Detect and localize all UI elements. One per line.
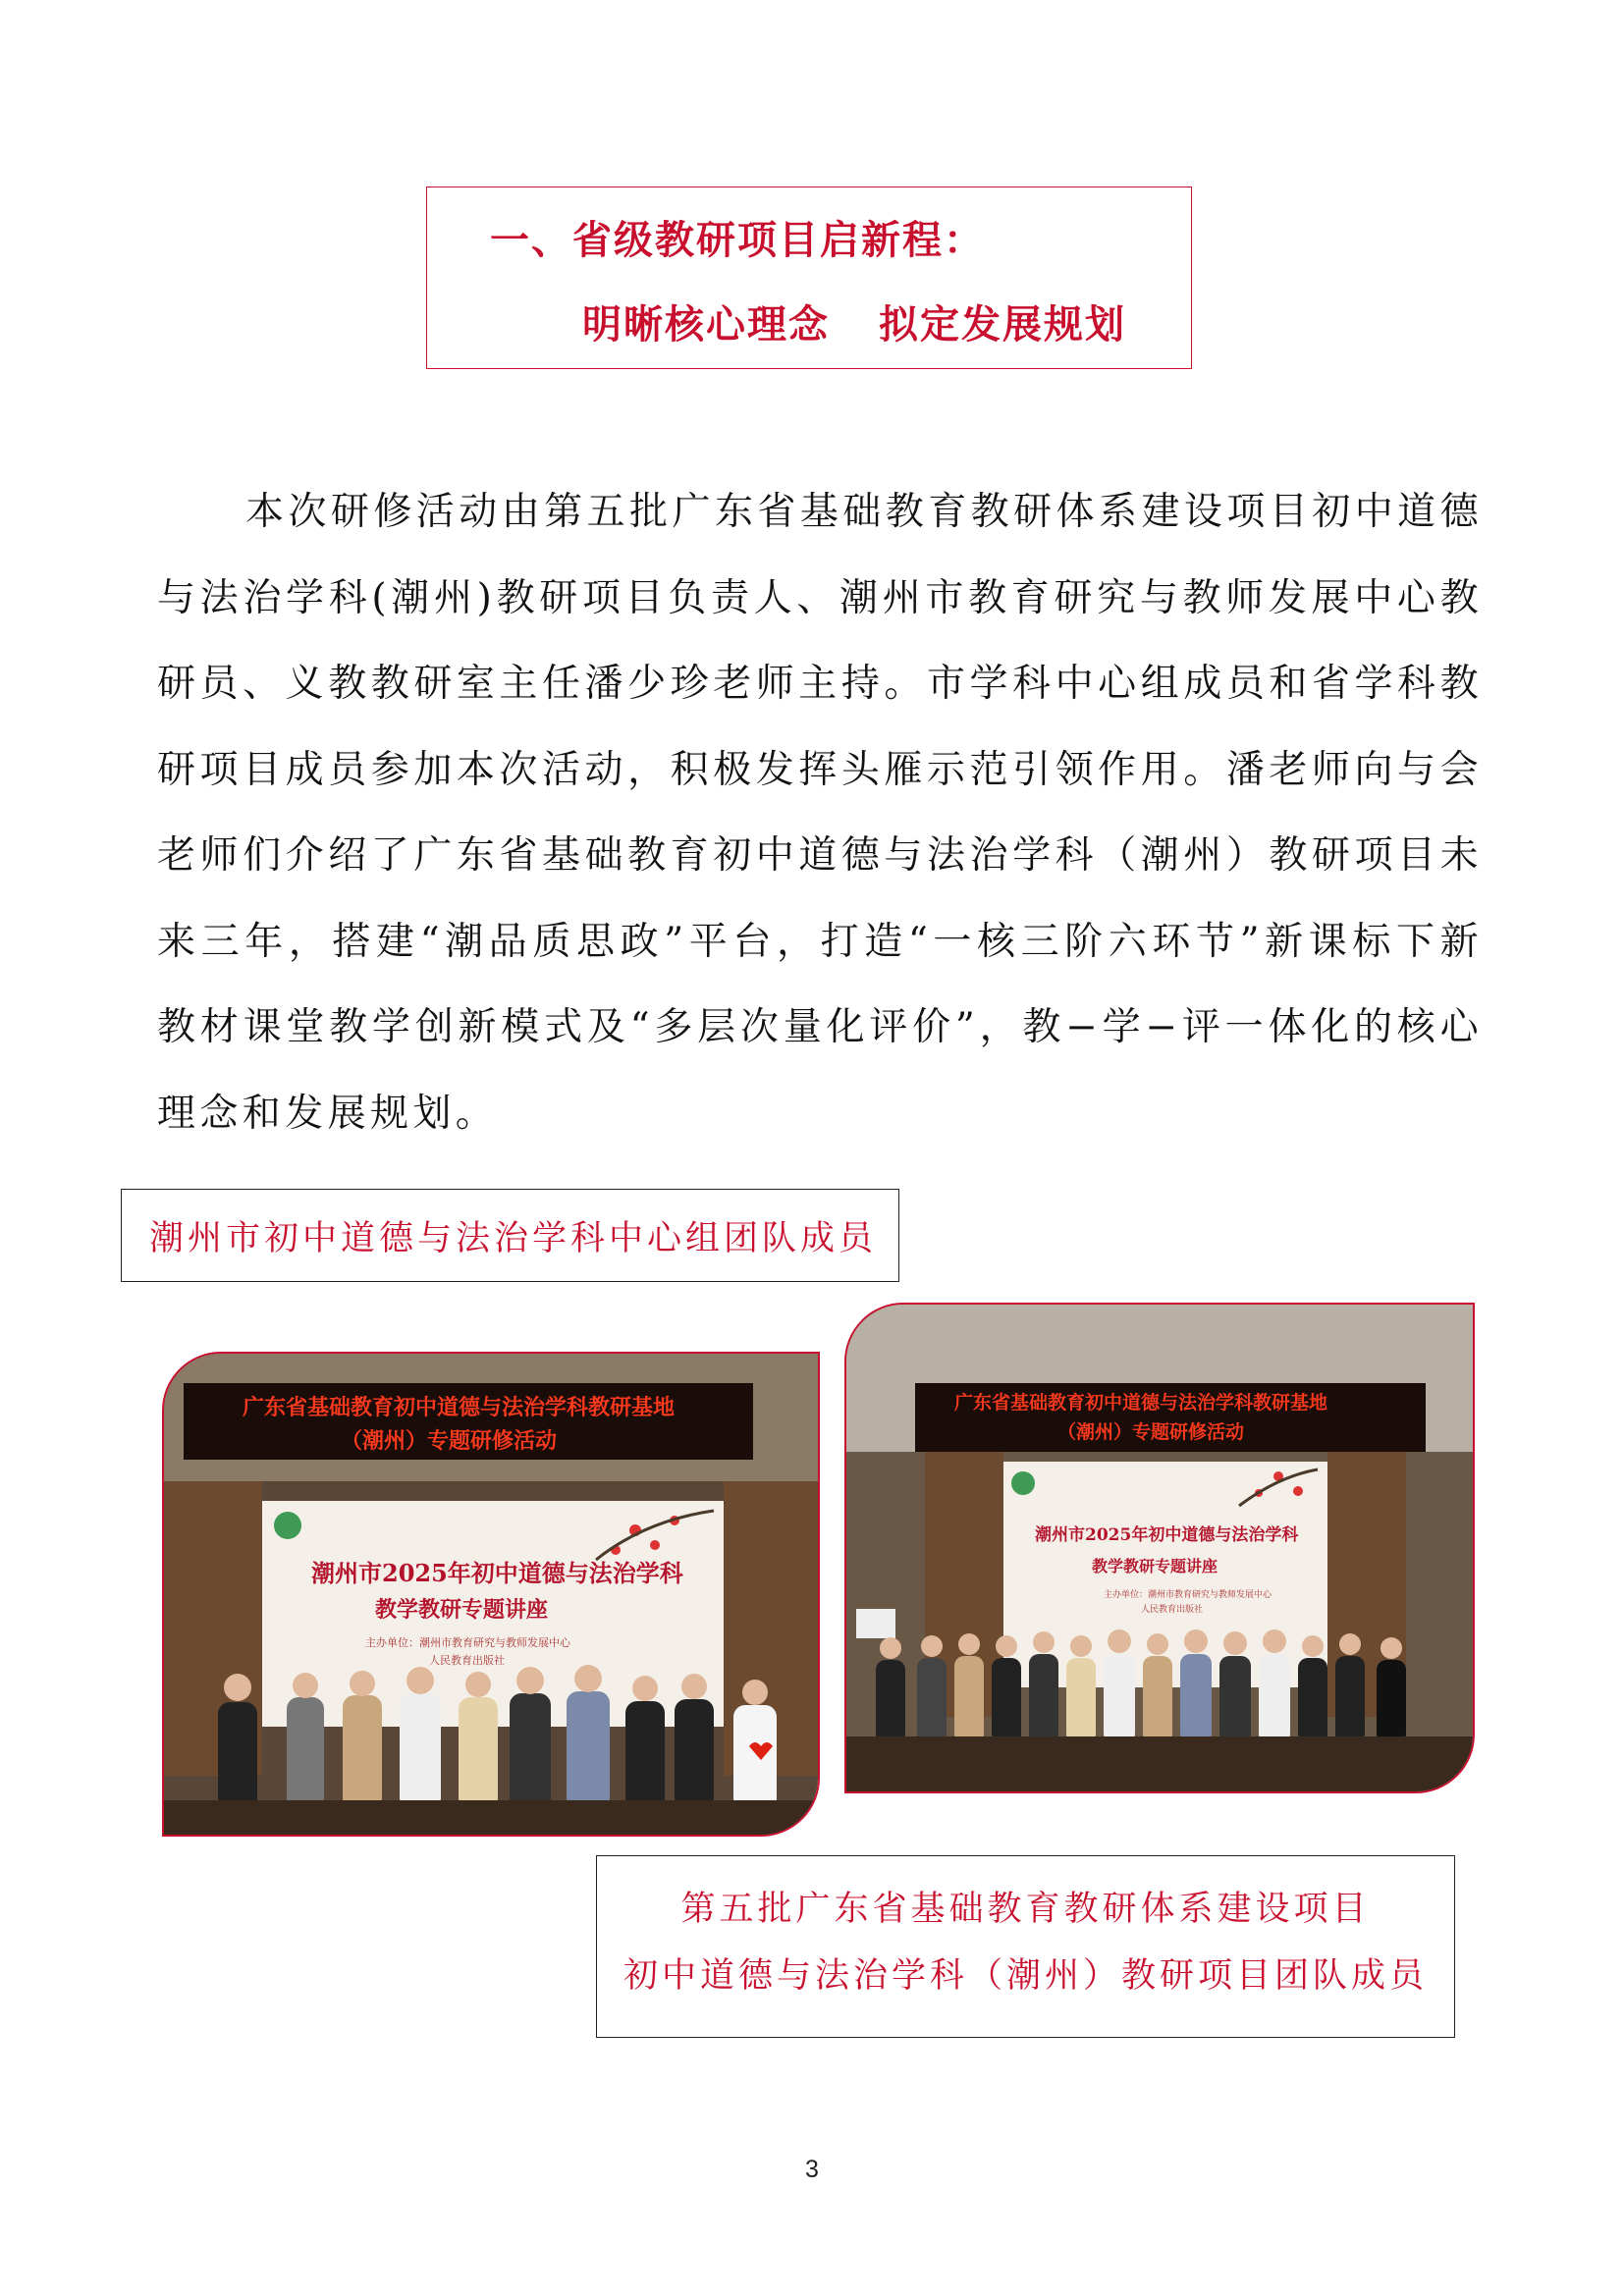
section-heading-box xyxy=(426,187,1192,369)
heading-line2-part1: 明晰核心理念 xyxy=(582,301,830,347)
section-heading-line2 xyxy=(582,294,1126,349)
photo1-banner-line2: （潮州）专题研修活动 xyxy=(341,1429,558,1454)
photo1-screen-org2: 人民教育出版社 xyxy=(429,1654,505,1667)
photo2-screen-title: 潮州市2025年初中道德与法治学科 xyxy=(1035,1525,1299,1545)
photo1-banner-line1: 广东省基础教育初中道德与法治学科教研基地 xyxy=(243,1396,676,1420)
photo1-screen-org1: 主办单位：潮州市教育研究与教师发展中心 xyxy=(365,1636,570,1649)
photo2-banner-line1: 广东省基础教育初中道德与法治学科教研基地 xyxy=(954,1392,1328,1414)
page-number: 3 xyxy=(805,2156,819,2183)
photo2-banner-line2: （潮州）专题研修活动 xyxy=(1057,1421,1245,1443)
photo2-screen-org2: 人民教育出版社 xyxy=(1141,1605,1204,1615)
heading-line2-part2: 拟定发展规划 xyxy=(879,301,1126,347)
caption-province-team-line2: 初中道德与法治学科（潮州）教研项目团队成员 xyxy=(623,1956,1428,1996)
section-heading-line1: 一、省级教研项目启新程： xyxy=(490,217,985,263)
caption-province-team-line1: 第五批广东省基础教育教研体系建设项目 xyxy=(680,1890,1371,1929)
caption-province-team xyxy=(596,1855,1455,2038)
body-paragraph: 本次研修活动由第五批广东省基础教育教研体系建设项目初中道德与法治学科(潮州)教研项目负责人、潮州市教育研究与教师发展中心教研员、义教教研室主任潘少珍老师主持。市学科中心组成员和省学科教研项目成员参加本次活动，积极发挥头雁示范引领作用。潘老师向与会老师们介绍了广东省基础教育初中道德与法治学科（潮州）教研项目未来三年，搭建“潮品质思政”平台，打造“一核三阶六环节”新课标下新教材课堂教学创新模式及“多层次量化评价”，教−学−评一体化的核心理念和发展规划。 xyxy=(157,490,1483,1136)
photo2-screen-org1: 主办单位：潮州市教育研究与教师发展中心 xyxy=(1104,1590,1272,1600)
photo2-screen-subtitle: 教学教研专题讲座 xyxy=(1092,1557,1218,1575)
group-photo-city-team xyxy=(162,1352,820,1837)
photo1-screen-title: 潮州市2025年初中道德与法治学科 xyxy=(311,1559,683,1587)
caption-city-team: 潮州市初中道德与法治学科中心组团队成员 xyxy=(121,1189,899,1282)
photo1-screen-subtitle: 教学教研专题讲座 xyxy=(375,1597,549,1623)
group-photo-province-team xyxy=(844,1303,1475,1793)
